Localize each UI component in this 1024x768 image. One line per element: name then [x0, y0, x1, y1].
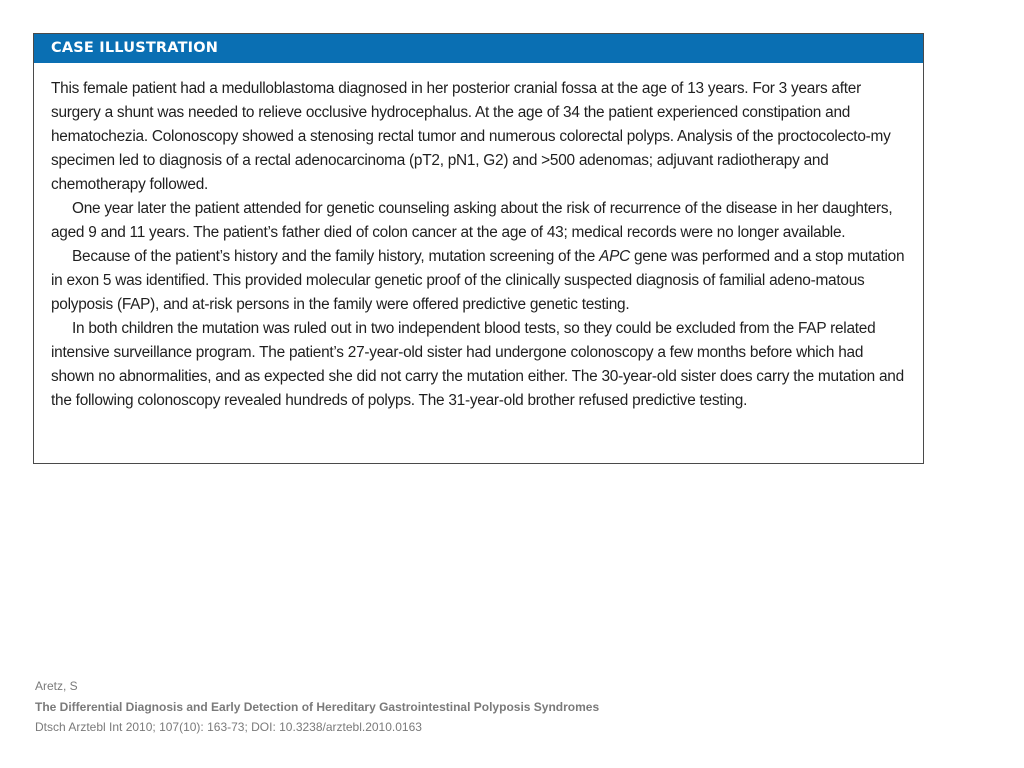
citation-author: Aretz, S — [35, 679, 78, 693]
case-illustration-header: CASE ILLUSTRATION — [34, 34, 923, 63]
case-illustration-body — [34, 63, 923, 413]
gene-name-apc: APC — [599, 248, 630, 265]
case-paragraph-2: One year later the patient attended for genetic counseling asking about the risk of recurrence of the disease in her daughters, aged 9 and 11 years. The patient’s father died of colon cancer at the age of 43; medical records were no longer available. — [51, 200, 893, 241]
case-paragraph-3-end: gene was performed and a stop mutation in exon 5 was identified. This provided molecular genetic proof of the clinically suspected diagnosis of familial adeno-matous polyposis (FAP), and at-risk persons in the family were offered predictive genetic testing. — [51, 248, 905, 313]
citation-block — [35, 676, 599, 738]
case-paragraph-3-start: Because of the patient’s history and the family history, mutation screening of the — [72, 248, 600, 265]
citation-title: The Differential Diagnosis and Early Detection of Hereditary Gastrointestinal Polyposis Syndromes — [35, 699, 600, 714]
case-paragraph-4: In both children the mutation was ruled out in two independent blood tests, so they could be excluded from the FAP related intensive surveillance program. The patient’s 27-year-old sister had undergone colonoscopy a few months before which had shown no abnormalities, and as expected she did not carry the mutation either. The 30-year-old sister does carry the mutation and the following colonoscopy revealed hundreds of polyps. The 31-year-old brother refused predictive testing. — [51, 320, 904, 409]
case-paragraph-3 — [51, 245, 905, 317]
citation-source: Dtsch Arztebl Int 2010; 107(10): 163-73; DOI: 10.3238/arztebl.2010.0163 — [35, 720, 422, 734]
case-illustration-box — [33, 33, 924, 464]
case-paragraph-1: This female patient had a medulloblastoma diagnosed in her posterior cranial fossa at the age of 13 years. For 3 years after surgery a shunt was needed to relieve occlusive hydrocephalus. At the age of 34 the patient experienced constipation and hematochezia. Colonoscopy showed a stenosing rectal tumor and numerous colorectal polyps. Analysis of the proctocolecto-my specimen led to diagnosis of a rectal adenocarcinoma (pT2, pN1, G2) and >500 adenomas; adjuvant radiotherapy and chemotherapy followed. — [51, 80, 891, 193]
